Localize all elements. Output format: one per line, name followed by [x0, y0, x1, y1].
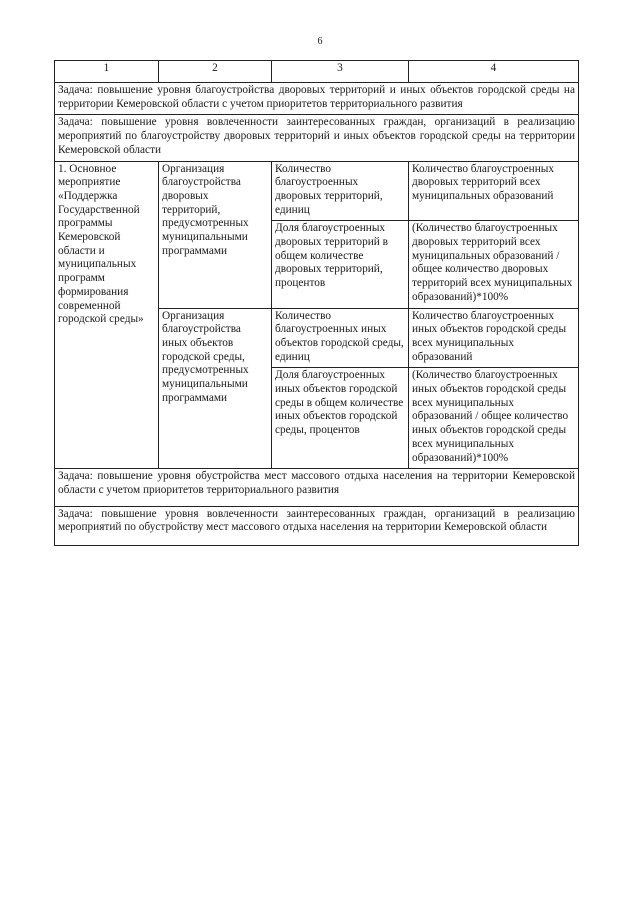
indicator-cell: Доля благоустроенных дворовых территорий в общем количестве дворовых территорий, процентов — [272, 221, 409, 308]
task-4-text: Задача: повышение уровня вовлеченности заинтересованных граждан, организаций в реализацию мероприятий по обустройству мест массового отдыха населения на территории Кемеровской области — [58, 507, 575, 534]
task-row — [55, 469, 579, 506]
column-header-1: 1 — [55, 61, 159, 83]
table-row — [55, 161, 579, 221]
program-table — [54, 60, 579, 546]
page-number: 6 — [317, 36, 323, 47]
main-measure-text: 1. Основное мероприятие «Поддержка Государственной программы Кемеровской области и муниципальных программ формирования современной городской среды» — [58, 162, 144, 326]
activity-cell: Организация благоустройства иных объектов городской среды, предусмотренных муниципальными программами — [159, 308, 272, 469]
indicator-cell: Доля благоустроенных иных объектов городской среды в общем количестве иных объектов городской среды, процентов — [272, 368, 409, 469]
column-header-3: 3 — [272, 61, 409, 83]
formula-cell: (Количество благоустроенных дворовых территорий всех муниципальных образований / общее количество дворовых территорий всех муниципальных образований)*100% — [409, 221, 579, 308]
column-header-2: 2 — [159, 61, 272, 83]
task-row — [55, 506, 579, 545]
task-3-text: Задача: повышение уровня обустройства мест массового отдыха населения на территории Кемеровской области с учетом приоритетов территориального развития — [58, 470, 575, 496]
task-row — [55, 83, 579, 115]
header-row — [55, 61, 579, 83]
task-row — [55, 115, 579, 161]
formula-cell: (Количество благоустроенных иных объектов городской среды всех муниципальных образований / общее количество иных объектов городской среды всех муниципальных образований)*100% — [409, 368, 579, 469]
task-1-text: Задача: повышение уровня благоустройства дворовых территорий и иных объектов городской среды на территории Кемеровской области с учетом приоритетов территориального развития — [58, 84, 575, 110]
task-2-text: Задача: повышение уровня вовлеченности заинтересованных граждан, организаций в реализацию мероприятий по благоустройству дворовых территорий и иных объектов городской среды на территории Кемеровской области — [58, 116, 575, 156]
activity-cell: Организация благоустройства дворовых территорий, предусмотренных муниципальными программами — [159, 161, 272, 308]
formula-cell: Количество благоустроенных иных объектов городской среды всех муниципальных образований — [409, 308, 579, 368]
formula-cell: Количество благоустроенных дворовых территорий всех муниципальных образований — [409, 161, 579, 221]
indicator-cell: Количество благоустроенных иных объектов городской среды, единиц — [272, 308, 409, 368]
column-header-4: 4 — [409, 61, 579, 83]
indicator-cell: Количество благоустроенных дворовых территорий, единиц — [272, 161, 409, 221]
